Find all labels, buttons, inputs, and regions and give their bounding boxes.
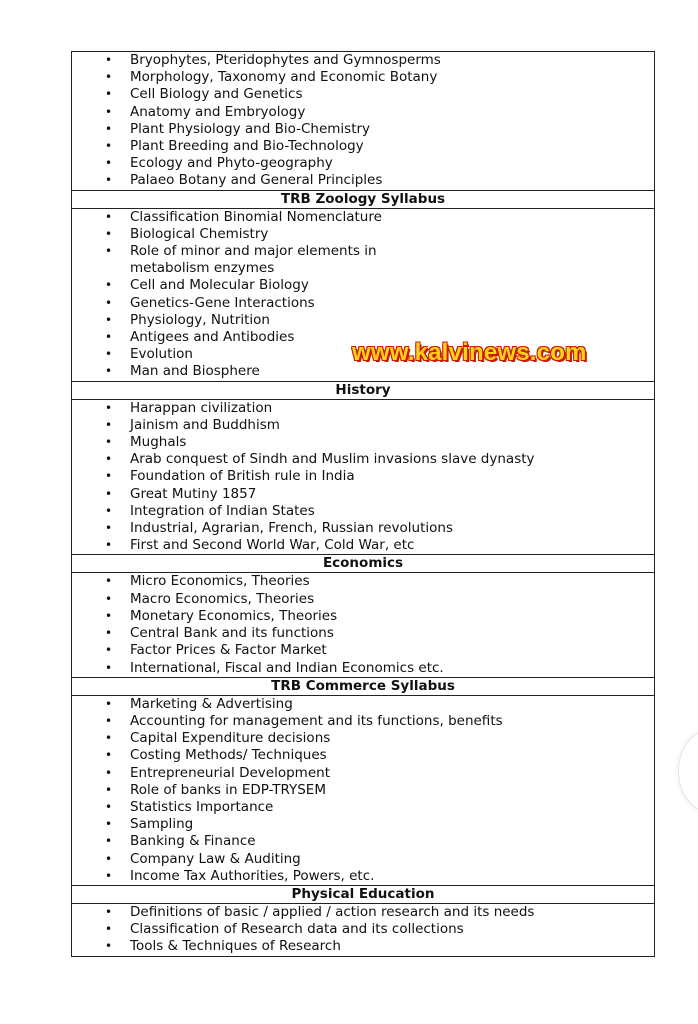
history-list [72,400,654,555]
list-item: • Costing Methods/ Techniques [72,747,654,764]
list-item: • Statistics Importance [72,799,654,816]
list-item: • International, Fiscal and Indian Economics etc. [72,660,654,677]
list-item: • Company Law & Auditing [72,851,654,868]
list-item: metabolism enzymes [130,260,275,277]
section-economics [72,554,654,676]
watermark: www.kalvinews.com [352,339,587,366]
list-item: • Monetary Economics, Theories [72,608,654,625]
list-item: • Jainism and Buddhism [72,417,654,434]
list-item: • Cell Biology and Genetics [72,86,654,103]
list-item: • Capital Expenditure decisions [72,730,654,747]
list-item: • Income Tax Authorities, Powers, etc. [72,868,654,885]
list-item: • Antigees and Antibodies [72,329,654,346]
list-item: • Ecology and Phyto-geography [72,155,654,172]
floating-edge-button[interactable] [678,730,698,812]
list-item: • Classification Binomial Nomenclature [72,209,654,226]
list-item: • Macro Economics, Theories [72,591,654,608]
botany-list [72,52,654,190]
list-item: • Anatomy and Embryology [72,104,654,121]
list-item: • Palaeo Botany and General Principles [72,172,654,189]
section-heading-history: History [72,382,654,400]
list-item: • Role of minor and major elements in [72,243,654,260]
economics-list [72,573,654,676]
list-item: • Cell and Molecular Biology [72,277,654,294]
list-item: • Plant Breeding and Bio-Technology [72,138,654,155]
list-item: • Bryophytes, Pteridophytes and Gymnosperms [72,52,654,69]
list-item: • Marketing & Advertising [72,696,654,713]
list-item: • Role of banks in EDP-TRYSEM [72,782,654,799]
list-item: • Entrepreneurial Development [72,765,654,782]
list-item: • Man and Biosphere [72,363,654,380]
list-item: • Micro Economics, Theories [72,573,654,590]
section-heading-zoology: TRB Zoology Syllabus [72,191,654,209]
list-item: • Arab conquest of Sindh and Muslim invasions slave dynasty [72,451,654,468]
list-item: • Banking & Finance [72,833,654,850]
list-item: • Tools & Techniques of Research [72,938,654,955]
list-item: • Sampling [72,816,654,833]
section-history [72,381,654,555]
list-item: • Accounting for management and its functions, benefits [72,713,654,730]
list-item: • Physiology, Nutrition [72,312,654,329]
list-item: • Classification of Research data and its collections [72,921,654,938]
list-item: • Industrial, Agrarian, French, Russian revolutions [72,520,654,537]
section-heading-physical-education: Physical Education [72,886,654,904]
section-commerce [72,677,654,885]
physical-education-list [72,904,654,956]
list-item: • Central Bank and its functions [72,625,654,642]
list-item: • Morphology, Taxonomy and Economic Botany [72,69,654,86]
list-item: • Great Mutiny 1857 [72,486,654,503]
list-item: • Definitions of basic / applied / action research and its needs [72,904,654,921]
list-item: • Biological Chemistry [72,226,654,243]
commerce-list [72,696,654,885]
list-item: • First and Second World War, Cold War, etc [72,537,654,554]
list-item: • Foundation of British rule in India [72,468,654,485]
section-physical-education [72,885,654,956]
syllabus-table [71,51,655,957]
list-item: • Genetics-Gene Interactions [72,295,654,312]
list-item: • Factor Prices & Factor Market [72,642,654,659]
list-item: • Integration of Indian States [72,503,654,520]
section-heading-commerce: TRB Commerce Syllabus [72,678,654,696]
list-item: • Plant Physiology and Bio-Chemistry [72,121,654,138]
section-botany [72,52,654,190]
section-heading-economics: Economics [72,555,654,573]
list-item: • Mughals [72,434,654,451]
list-item: • Evolution [72,346,654,363]
list-item: • Harappan civilization [72,400,654,417]
